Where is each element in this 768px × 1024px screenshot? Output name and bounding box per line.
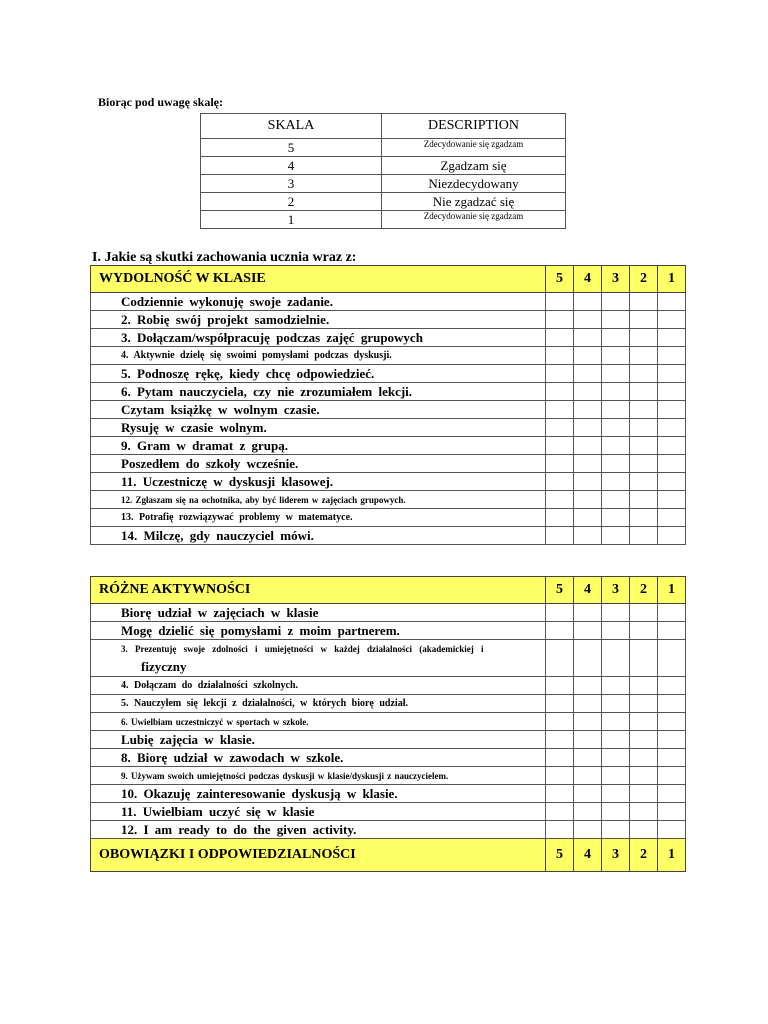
statement-cell: 4. Aktywnie dzielę się swoimi pomysłami podczas dyskusji. (91, 347, 546, 365)
rating-cell-1[interactable] (658, 347, 686, 365)
table-row (91, 604, 686, 622)
statement-cell: 10. Okazuję zainteresowanie dyskusją w klasie. (91, 785, 546, 803)
rating-header-2: 2 (630, 266, 658, 293)
rating-cell-5[interactable] (546, 785, 574, 803)
scale-value: 2 (201, 193, 382, 211)
rating-cell-5[interactable] (546, 329, 574, 347)
rating-cell-5[interactable] (546, 640, 574, 677)
table-row (91, 527, 686, 545)
statement-cell: Czytam książkę w wolnym czasie. (91, 401, 546, 419)
table-row (91, 749, 686, 767)
rating-cell-3[interactable] (602, 509, 630, 527)
rating-cell-3[interactable] (602, 767, 630, 785)
rating-cell-1[interactable] (658, 473, 686, 491)
table-row (91, 293, 686, 311)
rating-cell-5[interactable] (546, 311, 574, 329)
rating-header-5: 5 (546, 266, 574, 293)
table-row (91, 713, 686, 731)
rating-cell-4[interactable] (574, 491, 602, 509)
rating-cell-5[interactable] (546, 383, 574, 401)
rating-cell-5[interactable] (546, 695, 574, 713)
rating-cell-5[interactable] (546, 604, 574, 622)
rating-cell-1[interactable] (658, 365, 686, 383)
rating-cell-3[interactable] (602, 329, 630, 347)
statement-cell: 4. Dołączam do działalności szkolnych. (91, 677, 546, 695)
statement-cell: 6. Uwielbiam uczestniczyć w sportach w szkole. (91, 713, 546, 731)
rating-cell-4[interactable] (574, 767, 602, 785)
scale-row (201, 175, 566, 193)
rating-cell-4[interactable] (574, 622, 602, 640)
table-row (91, 767, 686, 785)
rating-cell-3[interactable] (602, 821, 630, 839)
rating-cell-1[interactable] (658, 713, 686, 731)
table-row (91, 311, 686, 329)
rating-cell-2[interactable] (630, 509, 658, 527)
table-row (91, 509, 686, 527)
rating-header-4: 4 (574, 839, 602, 872)
statement-cell: 14. Milczę, gdy nauczyciel mówi. (91, 527, 546, 545)
rating-cell-3[interactable] (602, 695, 630, 713)
rating-cell-2[interactable] (630, 749, 658, 767)
table-row (91, 455, 686, 473)
rating-cell-2[interactable] (630, 383, 658, 401)
statement-cell: 11. Uwielbiam uczyć się w klasie (91, 803, 546, 821)
table-row (91, 491, 686, 509)
rating-cell-3[interactable] (602, 401, 630, 419)
statement-cell: 3. Dołączam/współpracuję podczas zajęć grupowych (91, 329, 546, 347)
table-row (91, 473, 686, 491)
table-header-row (91, 266, 686, 293)
statement-cell (91, 640, 546, 677)
rating-cell-1[interactable] (658, 293, 686, 311)
rating-cell-1[interactable] (658, 622, 686, 640)
rating-header-4: 4 (574, 577, 602, 604)
rating-cell-3[interactable] (602, 803, 630, 821)
table-rozne-aktywnosci (90, 576, 686, 872)
rating-cell-1[interactable] (658, 731, 686, 749)
rating-cell-5[interactable] (546, 622, 574, 640)
scale-row (201, 211, 566, 229)
statement-cell: 13. Potrafię rozwiązywać problemy w matematyce. (91, 509, 546, 527)
table-title: RÓŻNE AKTYWNOŚCI (91, 577, 546, 604)
scale-row (201, 139, 566, 157)
rating-cell-4[interactable] (574, 713, 602, 731)
rating-cell-1[interactable] (658, 401, 686, 419)
rating-cell-2[interactable] (630, 527, 658, 545)
rating-cell-2[interactable] (630, 731, 658, 749)
statement-cell: 12. Zgłaszam się na ochotnika, aby być liderem w zajęciach grupowych. (91, 491, 546, 509)
rating-cell-2[interactable] (630, 604, 658, 622)
rating-cell-2[interactable] (630, 677, 658, 695)
rating-cell-5[interactable] (546, 473, 574, 491)
rating-cell-4[interactable] (574, 527, 602, 545)
table-row (91, 821, 686, 839)
rating-cell-1[interactable] (658, 509, 686, 527)
rating-cell-2[interactable] (630, 640, 658, 677)
rating-cell-4[interactable] (574, 347, 602, 365)
table-row (91, 803, 686, 821)
rating-header-2: 2 (630, 577, 658, 604)
rating-cell-3[interactable] (602, 293, 630, 311)
statement-cell: 11. Uczestniczę w dyskusji klasowej. (91, 473, 546, 491)
table-row (91, 347, 686, 365)
rating-cell-2[interactable] (630, 767, 658, 785)
table-row (91, 329, 686, 347)
rating-cell-4[interactable] (574, 293, 602, 311)
rating-cell-2[interactable] (630, 365, 658, 383)
table-row (91, 401, 686, 419)
rating-header-3: 3 (602, 266, 630, 293)
rating-cell-3[interactable] (602, 491, 630, 509)
rating-cell-5[interactable] (546, 527, 574, 545)
rating-cell-5[interactable] (546, 437, 574, 455)
rating-cell-1[interactable] (658, 677, 686, 695)
rating-cell-2[interactable] (630, 785, 658, 803)
rating-cell-3[interactable] (602, 437, 630, 455)
rating-cell-4[interactable] (574, 311, 602, 329)
rating-header-1: 1 (658, 266, 686, 293)
rating-cell-4[interactable] (574, 437, 602, 455)
rating-cell-3[interactable] (602, 604, 630, 622)
scale-description: Zdecydowanie się zgadzam (382, 139, 566, 157)
rating-cell-3[interactable] (602, 473, 630, 491)
rating-cell-3[interactable] (602, 749, 630, 767)
rating-cell-3[interactable] (602, 785, 630, 803)
rating-cell-4[interactable] (574, 821, 602, 839)
rating-header-3: 3 (602, 839, 630, 872)
rating-cell-4[interactable] (574, 365, 602, 383)
rating-cell-3[interactable] (602, 365, 630, 383)
scale-description: Nie zgadzać się (382, 193, 566, 211)
statement-cell: 5. Podnoszę rękę, kiedy chcę odpowiedzieć. (91, 365, 546, 383)
rating-cell-5[interactable] (546, 821, 574, 839)
scale-value: 4 (201, 157, 382, 175)
rating-cell-2[interactable] (630, 293, 658, 311)
rating-cell-1[interactable] (658, 311, 686, 329)
rating-cell-5[interactable] (546, 401, 574, 419)
rating-cell-4[interactable] (574, 329, 602, 347)
statement-cell: 9. Używam swoich umiejętności podczas dyskusji w klasie/dyskusji z nauczycielem. (91, 767, 546, 785)
rating-cell-3[interactable] (602, 347, 630, 365)
scale-header-row (201, 114, 566, 139)
rating-cell-1[interactable] (658, 491, 686, 509)
rating-header-2: 2 (630, 839, 658, 872)
rating-cell-2[interactable] (630, 329, 658, 347)
rating-cell-2[interactable] (630, 695, 658, 713)
rating-cell-4[interactable] (574, 731, 602, 749)
statement-text-continued: fizyczny (141, 659, 187, 674)
statement-cell: Mogę dzielić się pomysłami z moim partnerem. (91, 622, 546, 640)
table-row (91, 640, 686, 677)
rating-cell-2[interactable] (630, 311, 658, 329)
rating-cell-1[interactable] (658, 383, 686, 401)
table-title: OBOWIĄZKI I ODPOWIEDZIALNOŚCI (91, 839, 546, 872)
rating-cell-5[interactable] (546, 803, 574, 821)
rating-cell-2[interactable] (630, 473, 658, 491)
rating-cell-4[interactable] (574, 803, 602, 821)
statement-cell: 5. Nauczyłem się lekcji z działalności, w których biorę udział. (91, 695, 546, 713)
rating-cell-1[interactable] (658, 437, 686, 455)
rating-cell-2[interactable] (630, 713, 658, 731)
rating-header-1: 1 (658, 839, 686, 872)
intro-text: Biorąc pod uwagę skalę: (98, 95, 224, 109)
table-row (91, 695, 686, 713)
table-row (91, 419, 686, 437)
rating-cell-1[interactable] (658, 604, 686, 622)
rating-cell-4[interactable] (574, 509, 602, 527)
rating-cell-5[interactable] (546, 491, 574, 509)
rating-cell-2[interactable] (630, 437, 658, 455)
rating-cell-2[interactable] (630, 491, 658, 509)
section-title: I. Jakie są skutki zachowania ucznia wraz z: (92, 250, 357, 265)
scale-description: Niezdecydowany (382, 175, 566, 193)
rating-cell-1[interactable] (658, 527, 686, 545)
rating-cell-4[interactable] (574, 401, 602, 419)
statement-text: 3. Prezentuję swoje zdolności i umiejętności w każdej działalności (akademickiej i (121, 644, 484, 654)
rating-cell-5[interactable] (546, 509, 574, 527)
statement-cell: 12. I am ready to do the given activity. (91, 821, 546, 839)
statement-cell: Codziennie wykonuję swoje zadanie. (91, 293, 546, 311)
scale-value: 3 (201, 175, 382, 193)
statement-cell: Lubię zajęcia w klasie. (91, 731, 546, 749)
rating-cell-5[interactable] (546, 293, 574, 311)
rating-cell-5[interactable] (546, 731, 574, 749)
rating-cell-3[interactable] (602, 455, 630, 473)
statement-cell: 2. Robię swój projekt samodzielnie. (91, 311, 546, 329)
rating-cell-1[interactable] (658, 767, 686, 785)
rating-cell-3[interactable] (602, 713, 630, 731)
rating-cell-4[interactable] (574, 604, 602, 622)
rating-cell-1[interactable] (658, 749, 686, 767)
rating-cell-2[interactable] (630, 419, 658, 437)
table-row (91, 731, 686, 749)
rating-cell-1[interactable] (658, 785, 686, 803)
statement-cell: 6. Pytam nauczyciela, czy nie zrozumiałem lekcji. (91, 383, 546, 401)
scale-row (201, 193, 566, 211)
rating-cell-1[interactable] (658, 455, 686, 473)
rating-header-5: 5 (546, 577, 574, 604)
table-wydolnosc (90, 265, 686, 545)
table-header-row (91, 577, 686, 604)
table-row (91, 365, 686, 383)
rating-header-3: 3 (602, 577, 630, 604)
rating-cell-5[interactable] (546, 419, 574, 437)
scale-description: Zgadzam się (382, 157, 566, 175)
scale-value: 1 (201, 211, 382, 229)
rating-cell-4[interactable] (574, 640, 602, 677)
rating-cell-4[interactable] (574, 749, 602, 767)
rating-header-4: 4 (574, 266, 602, 293)
rating-cell-4[interactable] (574, 785, 602, 803)
table-title: WYDOLNOŚĆ W KLASIE (91, 266, 546, 293)
rating-cell-4[interactable] (574, 455, 602, 473)
scale-header-skala: SKALA (201, 114, 382, 139)
statement-cell: Rysuję w czasie wolnym. (91, 419, 546, 437)
rating-cell-4[interactable] (574, 383, 602, 401)
rating-cell-1[interactable] (658, 419, 686, 437)
rating-cell-2[interactable] (630, 622, 658, 640)
rating-cell-5[interactable] (546, 677, 574, 695)
rating-cell-2[interactable] (630, 401, 658, 419)
table-header-row (91, 839, 686, 872)
rating-cell-4[interactable] (574, 677, 602, 695)
rating-cell-3[interactable] (602, 527, 630, 545)
table-row (91, 677, 686, 695)
rating-cell-5[interactable] (546, 455, 574, 473)
rating-cell-3[interactable] (602, 677, 630, 695)
rating-cell-1[interactable] (658, 695, 686, 713)
rating-header-5: 5 (546, 839, 574, 872)
scale-table (200, 113, 566, 229)
statement-cell: 9. Gram w dramat z grupą. (91, 437, 546, 455)
table-row (91, 383, 686, 401)
statement-cell: 8. Biorę udział w zawodach w szkole. (91, 749, 546, 767)
rating-cell-4[interactable] (574, 419, 602, 437)
table-row (91, 437, 686, 455)
rating-cell-1[interactable] (658, 329, 686, 347)
rating-cell-4[interactable] (574, 695, 602, 713)
rating-cell-3[interactable] (602, 640, 630, 677)
rating-cell-3[interactable] (602, 383, 630, 401)
rating-cell-3[interactable] (602, 622, 630, 640)
rating-cell-3[interactable] (602, 419, 630, 437)
rating-cell-1[interactable] (658, 803, 686, 821)
rating-cell-2[interactable] (630, 347, 658, 365)
statement-cell: Poszedłem do szkoły wcześnie. (91, 455, 546, 473)
rating-cell-2[interactable] (630, 821, 658, 839)
rating-cell-2[interactable] (630, 455, 658, 473)
rating-cell-4[interactable] (574, 473, 602, 491)
rating-cell-5[interactable] (546, 767, 574, 785)
table-row (91, 785, 686, 803)
table-row (91, 622, 686, 640)
rating-cell-5[interactable] (546, 749, 574, 767)
scale-header-description: DESCRIPTION (382, 114, 566, 139)
scale-value: 5 (201, 139, 382, 157)
rating-cell-5[interactable] (546, 713, 574, 731)
rating-header-1: 1 (658, 577, 686, 604)
scale-description: Zdecydowanie się zgadzam (382, 211, 566, 229)
rating-cell-2[interactable] (630, 803, 658, 821)
rating-cell-3[interactable] (602, 731, 630, 749)
scale-row (201, 157, 566, 175)
rating-cell-1[interactable] (658, 640, 686, 677)
rating-cell-1[interactable] (658, 821, 686, 839)
rating-cell-5[interactable] (546, 365, 574, 383)
rating-cell-3[interactable] (602, 311, 630, 329)
rating-cell-5[interactable] (546, 347, 574, 365)
statement-cell: Biorę udział w zajęciach w klasie (91, 604, 546, 622)
